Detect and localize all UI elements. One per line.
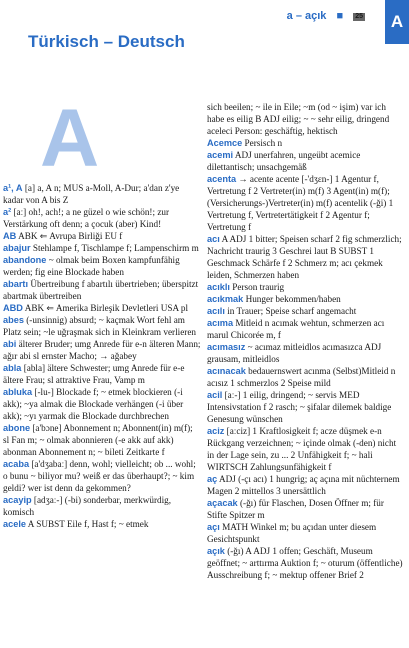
entry-headword: abandone (3, 255, 47, 265)
entry-headword: açı (207, 522, 220, 532)
dictionary-entry (3, 494, 201, 518)
dictionary-entry (207, 545, 405, 581)
dictionary-entry (207, 317, 405, 341)
entry-definition: ADJ (-çı acı) 1 hungrig; aç açına mit nüchternem Magen 2 mittellos 3 unersättlich (207, 474, 400, 496)
entry-definition: [aː] oh!, ach!; a ne güzel o wie schön!; zur Verstärkung oft denn; a çocuk (aber) Kind! (3, 207, 170, 229)
dictionary-entry (3, 278, 201, 302)
entry-definition: Übertreibung f abartılı übertrieben; überspitzt abartmak übertreiben (3, 279, 199, 301)
entry-definition: (-unsinnig) absurd; ~ kaçmak Wort fehl am Platz sein; ~le uğraşmak sich in Kleinkram verlieren (3, 315, 197, 337)
entry-definition: Hunger bekommen/haben (243, 294, 341, 304)
entry-headword: acıklı (207, 282, 230, 292)
entry-definition: [aː-] 1 eilig, dringend; ~ servis MED Intensivstation f 2 rasch; ~ şifalar dilemek baldige Genesung wünschen (207, 390, 392, 424)
running-head (287, 10, 365, 22)
dictionary-entry (3, 182, 201, 206)
entry-headword: a² (3, 207, 12, 217)
entry-headword: abajur (3, 243, 31, 253)
entry-headword: abi (3, 339, 17, 349)
running-head-range: a – açık (286, 10, 327, 22)
dictionary-entry (3, 230, 201, 242)
dictionary-entry (207, 293, 405, 305)
entry-headword: abluka (3, 387, 33, 397)
entry-definition: Mitleid n acımak wehtun, schmerzen acı marul Chicorée m, f (207, 318, 385, 340)
dictionary-entry (207, 473, 405, 497)
entry-definition: ADJ unerfahren, ungeübt acemice dilettantisch; unsachgemäß (207, 150, 361, 172)
entry-headword: abes (3, 315, 24, 325)
dictionary-entry (3, 338, 201, 362)
page-title: Türkisch – Deutsch (28, 32, 185, 51)
entry-definition: Persisch n (242, 138, 283, 148)
section-initial-letter: A (40, 93, 100, 184)
entry-headword: acaba (3, 459, 30, 469)
right-column (207, 101, 405, 581)
entry-headword: acemi (207, 150, 234, 160)
dictionary-entry (3, 302, 201, 314)
dictionary-entry (3, 518, 201, 530)
entry-headword: ABD (3, 303, 23, 313)
dictionary-entry (3, 206, 201, 230)
entry-definition: A ADJ 1 bitter; Speisen scharf 2 fig schmerzlich; Nachricht traurig 3 Geschrei laut B SUBST 1 Geschmack Schärfe f 2 Schmerz m; acı çekmek leiden, Schmerzen haben (207, 234, 402, 280)
dictionary-entry (3, 254, 201, 278)
dictionary-entry (3, 242, 201, 254)
dictionary-entry (207, 497, 405, 521)
separator-square: ■ (336, 10, 344, 22)
entry-headword: acenta (207, 174, 237, 184)
entry-definition: [a] a, A n; MUS a-Moll, A-Dur; a'dan z'ye kadar von A bis Z (3, 183, 180, 205)
dictionary-entry (207, 305, 405, 317)
entry-headword: açık (207, 546, 225, 556)
dictionary-entry (207, 137, 405, 149)
entry-headword: aciz (207, 426, 225, 436)
entry-definition: [a'bɔne] Abonnement n; Abonnent(in) m(f); sl Fan m; ~ olmak abonnieren (-e akk auf akk) abonman Abonnement n; ~ bileti Zeitkarte f (3, 423, 193, 457)
entry-headword: acıkmak (207, 294, 244, 304)
entry-definition: bedauernswert acınma (Selbst)Mitleid n acısız 1 schmerzlos 2 Speise mild (207, 366, 396, 388)
dictionary-entry (207, 149, 405, 173)
dictionary-entry (207, 281, 405, 293)
entry-headword: AB (3, 231, 17, 241)
entry-headword: acıma (207, 318, 234, 328)
entry-headword: a¹, A (3, 183, 23, 193)
entry-headword: acayip (3, 495, 32, 505)
dictionary-entry (207, 173, 405, 233)
entry-definition: → acente acente [-'dʒɛn-] 1 Agentur f, Vertretung f 2 Vertreter(in) m(f) 3 Agent(in) m(f); (Versicherungs-)Vertreter(in) m(f) acentelik (-ği) 1 Vertretung f, Vertretertätigkeit f 2 Agentur f; Vertretung f (207, 174, 394, 232)
entry-definition: Stehlampe f, Tischlampe f; Lampenschirm m (30, 243, 199, 253)
entry-headword: acele (3, 519, 26, 529)
entry-definition: sich beeilen; ~ ile in Eile; ~m (od ~ işim) var ich habe es eilig B ADJ eilig; ~ ~ sehr eilig, dringend aceleci Person: geschäftig, hektisch (207, 102, 390, 136)
entry-definition: (-ğı) A ADJ 1 offen; Geschäft, Museum geöffnet; ~ arttırma Auktion f; ~ oturum (öffentliche) Ausschreibung f; ~ mektup offener Brief 2 (207, 546, 403, 580)
dictionary-entry (207, 521, 405, 545)
entry-definition: [abla] ältere Schwester; umg Anrede für e-e ältere Frau; sl attraktive Frau, Vamp m (3, 363, 185, 385)
entry-definition: in Trauer; Speise scharf angemacht (224, 306, 357, 316)
entry-definition: [aːciz] 1 Kraftlosigkeit f; acze düşmek e-n Rückgang verzeichnen; ~ içinde olmak (-den) nicht in der Lage sein, zu ... 2 Unfähigkeit f; ~ hali WIRTSCH Zahlungsunfähigkeit f (207, 426, 397, 472)
entry-definition: (-ğı) für Flaschen, Dosen Öffner m; für Stifte Spitzer m (207, 498, 384, 520)
dictionary-entry (207, 101, 405, 137)
entry-headword: acılı (207, 306, 225, 316)
left-column (3, 182, 201, 530)
entry-definition: älterer Bruder; umg Anrede für e-n älteren Mann; ağır abi sl ernster Macho; → ağabey (3, 339, 201, 361)
dictionary-entry (3, 314, 201, 338)
entry-headword: açacak (207, 498, 238, 508)
dictionary-entry (207, 365, 405, 389)
dictionary-entry (207, 341, 405, 365)
entry-definition: ~ acımaz mitleidlos acımasızca ADJ grausam, mitleidlos (207, 342, 382, 364)
dictionary-entry (3, 362, 201, 386)
entry-headword: Acemce (207, 138, 243, 148)
dictionary-entry (3, 386, 201, 422)
entry-headword: abla (3, 363, 22, 373)
page-number: 25 (355, 13, 363, 20)
dictionary-entry (207, 233, 405, 281)
entry-definition: [adʒaː-] (-bi) sonderbar, merkwürdig, komisch (3, 495, 172, 517)
dictionary-entry (207, 425, 405, 473)
letter-tab: A (385, 0, 409, 44)
entry-headword: aç (207, 474, 218, 484)
dictionary-entry (3, 422, 201, 458)
entry-definition: [-lu-] Blockade f; ~ etmek blockieren (-i akk); ~ya almak die Blockade verhängen (-i über akk); ~yı yarmak die Blockade durchbrechen (3, 387, 184, 421)
entry-headword: acınacak (207, 366, 246, 376)
entry-definition: [a'dʒabaː] denn, wohl; vielleicht; ob ... wohl; o bunu ~ biliyor mu? weiß er das überhaupt?; ~ kim geldi? wer ist denn da gekommen? (3, 459, 196, 493)
dictionary-entry (3, 458, 201, 494)
entry-definition: ABK ⇐ Avrupa Birliği EU f (16, 231, 123, 241)
entry-definition: A SUBST Eile f, Hast f; ~ etmek (26, 519, 149, 529)
page-header (0, 0, 409, 36)
entry-headword: abartı (3, 279, 29, 289)
entry-definition: ABK ⇐ Amerika Birleşik Devletleri USA pl (22, 303, 189, 313)
entry-definition: ~ olmak beim Boxen kampfunfähig werden; fig eine Blockade haben (3, 255, 180, 277)
entry-headword: abone (3, 423, 31, 433)
entry-headword: acımasız (207, 342, 246, 352)
dictionary-entry (207, 389, 405, 425)
entry-definition: MATH Winkel m; bu açıdan unter diesem Gesichtspunkt (207, 522, 377, 544)
entry-headword: acil (207, 390, 223, 400)
entry-definition: Person traurig (230, 282, 285, 292)
entry-headword: acı (207, 234, 220, 244)
